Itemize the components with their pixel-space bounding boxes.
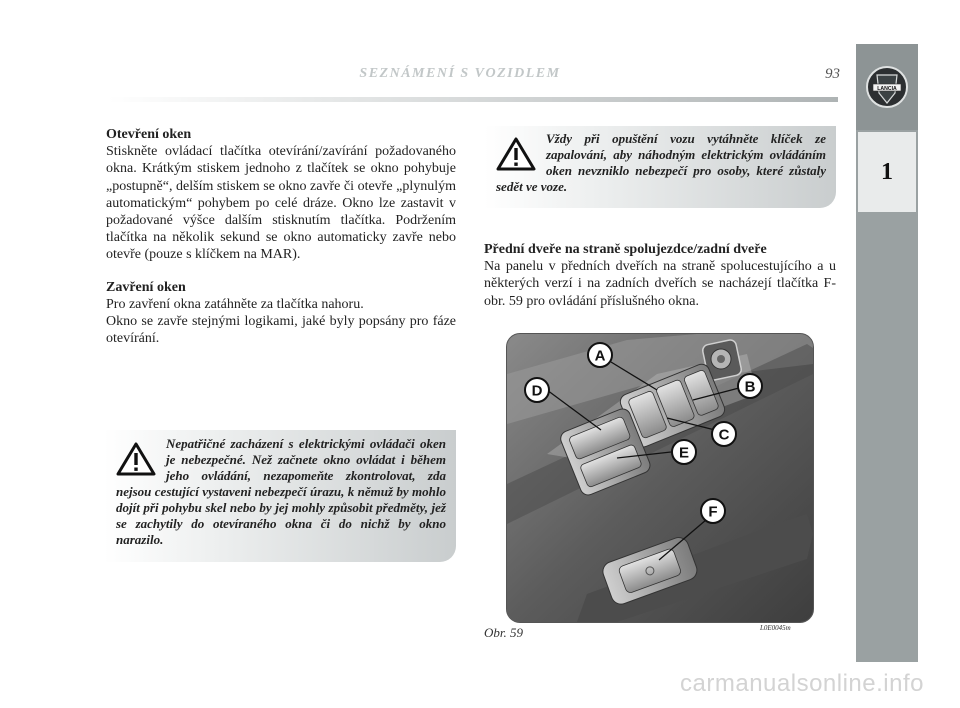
door-panel-illustration <box>507 334 813 622</box>
callout-c <box>712 422 736 446</box>
svg-text:E: E <box>678 444 690 462</box>
warning-triangle-icon <box>116 442 156 476</box>
svg-text:C: C <box>718 426 730 444</box>
lancia-shield-icon <box>865 63 909 111</box>
svg-text:A: A <box>594 347 606 365</box>
chapter-sidebar <box>856 44 918 662</box>
callout-a <box>588 343 612 367</box>
figure-code: L0E0045m <box>760 624 791 632</box>
warning-box-left <box>104 430 456 562</box>
warning-box-right <box>484 126 836 208</box>
section-heading-closing: Zavření oken <box>106 279 186 295</box>
section-text-closing-2: Okno se zavře stejnými logikami, jaké byly popsány pro fáze otevírání. <box>106 314 456 347</box>
section-heading-passenger-door: Přední dveře na straně spolujezdce/zadní dveře <box>484 242 767 257</box>
header-rule <box>108 97 838 102</box>
section-text-opening: Stiskněte ovládací tlačítka otevírání/zavírání požadovaného okna. Krátkým stiskem jednoho z tlačítek se okno pohybuje „postupně“, delším stiskem se okno zavře či otevře „plynulým automatickým“ pohybem po celé dráze. Okno lze zastavit v požadované výšce dalším stisknutím tlačítka. Podržením tlačítka na několik sekund se okno automaticky zavře nebo otevře (pouze s klíčkem na MAR). <box>106 144 456 263</box>
left-column <box>106 126 456 347</box>
callout-f <box>701 499 725 523</box>
section-text-closing-1: Pro zavření okna zatáhněte za tlačítka nahoru. <box>106 296 364 312</box>
logo-lettering: LANCIA <box>877 85 897 92</box>
right-column <box>484 241 836 310</box>
callout-e <box>672 440 696 464</box>
callout-d <box>525 378 549 402</box>
warning-text-right: Vždy při opuštění vozu vytáhněte klíček ze zapalování, aby náhodným elektrickým ovládáním oken nevzniklo nebezpečí pro osoby, které zůstaly sedět ve voze. <box>496 131 826 194</box>
svg-text:D: D <box>531 382 543 400</box>
site-watermark: carmanualsonline.info <box>680 670 924 697</box>
callout-b <box>738 374 762 398</box>
svg-text:B: B <box>744 378 756 396</box>
warning-triangle-icon <box>496 137 536 171</box>
page-number: 93 <box>825 66 840 82</box>
lancia-logo <box>856 44 918 130</box>
figure-window-controls <box>506 333 814 623</box>
running-header-title: SEZNÁMENÍ S VOZIDLEM <box>359 66 561 81</box>
section-heading-opening: Otevření oken <box>106 127 192 142</box>
svg-text:F: F <box>708 503 718 521</box>
figure-caption: Obr. 59 <box>484 625 524 640</box>
section-text-passenger-door: Na panelu v předních dveřích na straně spolucestujícího a u některých verzí i na zadních dveřích se nacházejí tlačítka F-obr. 59 pro ovládání příslušného okna. <box>484 259 836 309</box>
chapter-number-tab: 1 <box>858 132 916 212</box>
warning-text-left: Nepatřičné zacházení s elektrickými ovládači oken je nebezpečné. Než začnete okno ovládat i během jeho ovládání, nezapomeňte zkontrolovat, zda nejsou cestující vystaveni nebezpečí úrazu, k němuž by mohlo dojít při pohybu skel nebo by jej mohly způsobit předměty, jež se zachytily do otevíraného okna či do nichž by okno narazilo. <box>116 436 446 547</box>
